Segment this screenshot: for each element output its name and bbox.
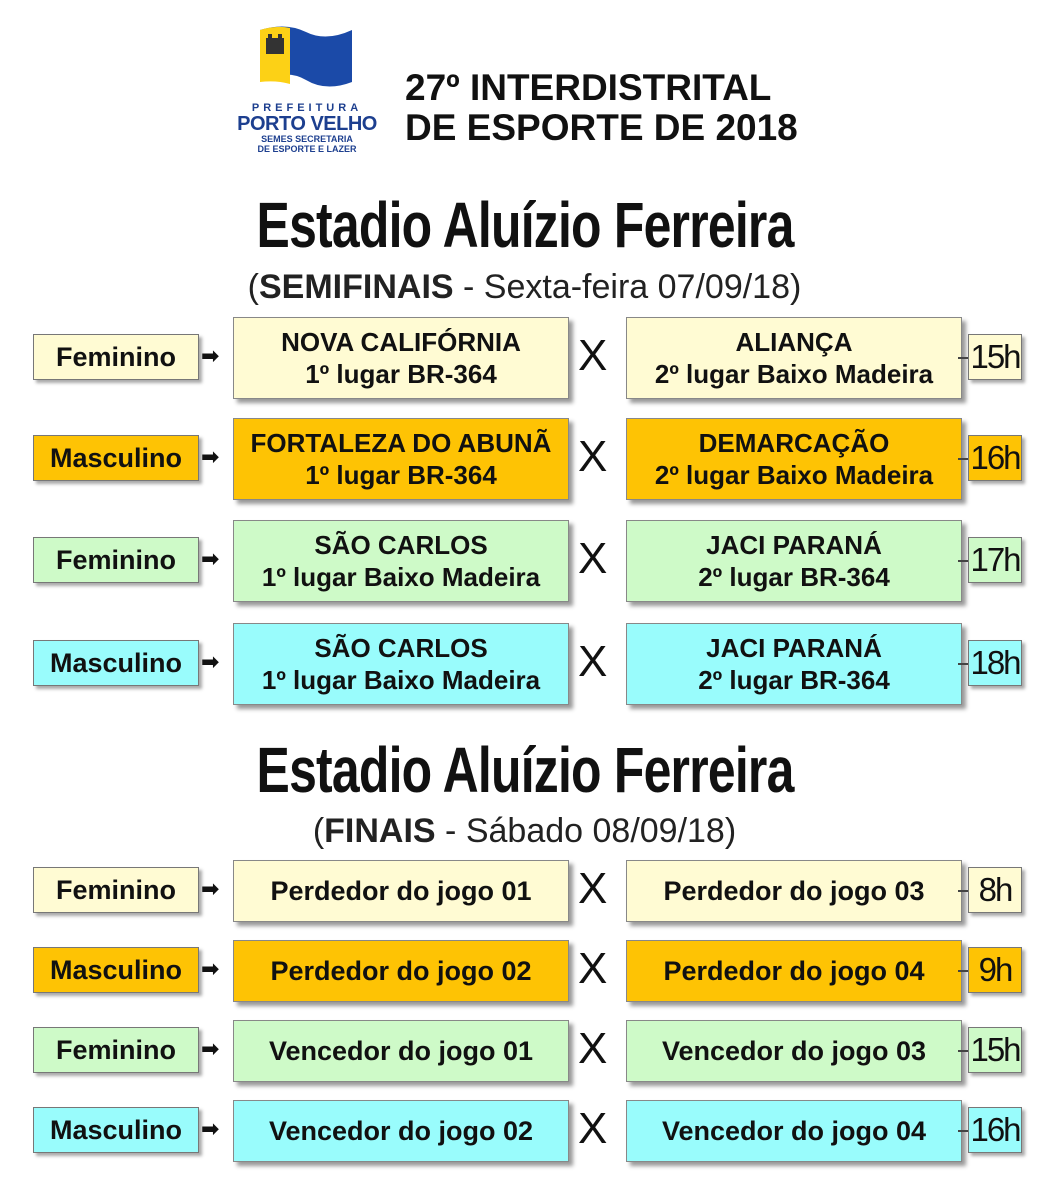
away-team-placement: 2º lugar BR-364 [698,665,890,695]
home-team-placement: 1º lugar Baixo Madeira [261,665,541,695]
versus-mark: X [578,1104,608,1153]
category-badge: Feminino [33,1027,199,1073]
stadium-heading-finals: Estadio Aluízio Ferreira [256,734,794,806]
phase-subheading-semifinals [0,268,1049,307]
logo-line-city: PORTO VELHO [237,113,377,135]
home-team-box [233,623,569,705]
away-team-box [626,623,962,705]
away-team-box [626,860,962,922]
away-team-box [626,317,962,399]
away-team-name: Perdedor do jogo 03 [663,876,925,906]
paren-open: ( [247,268,259,306]
home-team-name: Vencedor do jogo 01 [268,1036,534,1066]
kickoff-time: 9h [968,947,1022,993]
arrow-icon: ➡ [201,1036,220,1061]
away-team-name: Vencedor do jogo 04 [661,1116,927,1146]
home-team-placement: 1º lugar BR-364 [305,460,497,490]
time-connector [958,1050,968,1052]
phase-date: - Sábado 08/09/18) [435,812,737,850]
away-team-name: DEMARCAÇÃO [698,428,890,458]
home-team-box [233,317,569,399]
arrow-icon: ➡ [201,649,220,674]
arrow-icon: ➡ [201,343,220,368]
arrow-icon: ➡ [201,444,220,469]
home-team-name: Perdedor do jogo 01 [270,876,532,906]
home-team-box [233,520,569,602]
phase-label: SEMIFINAIS [259,268,454,306]
paren-open: ( [312,812,325,850]
home-team-name: Vencedor do jogo 02 [268,1116,534,1146]
home-team-placement: 1º lugar BR-364 [305,359,497,389]
away-team-box [626,1020,962,1082]
home-team-box [233,940,569,1002]
versus-mark: X [578,944,608,993]
time-connector [958,357,968,359]
away-team-name: JACI PARANÁ [706,633,882,663]
versus-mark: X [578,432,608,481]
phase-subheading-finals [0,812,1049,851]
kickoff-time: 15h [968,334,1022,380]
time-connector [958,970,968,972]
category-badge: Feminino [33,334,199,380]
away-team-box [626,940,962,1002]
phase-label: FINAIS [324,812,436,850]
stadium-heading-semifinals: Estadio Aluízio Ferreira [256,189,794,261]
versus-mark: X [578,637,608,686]
time-connector [958,1130,968,1132]
category-badge: Feminino [33,867,199,913]
category-badge: Feminino [33,537,199,583]
away-team-name: Vencedor do jogo 03 [661,1036,927,1066]
time-connector [958,890,968,892]
home-team-box [233,1100,569,1162]
away-team-placement: 2º lugar Baixo Madeira [654,460,934,490]
versus-mark: X [578,534,608,583]
arrow-icon: ➡ [201,876,220,901]
away-team-name: JACI PARANÁ [706,530,882,560]
versus-mark: X [578,864,608,913]
home-team-box [233,860,569,922]
home-team-name: SÃO CARLOS [314,633,488,663]
arrow-icon: ➡ [201,546,220,571]
arrow-icon: ➡ [201,1116,220,1141]
home-team-name: FORTALEZA DO ABUNÃ [250,428,552,458]
away-team-placement: 2º lugar Baixo Madeira [654,359,934,389]
home-team-name: SÃO CARLOS [314,530,488,560]
phase-date: - Sexta-feira 07/09/18) [453,268,802,306]
away-team-box [626,1100,962,1162]
away-team-name: ALIANÇA [735,327,853,357]
category-badge: Masculino [33,435,199,481]
kickoff-time: 16h [968,1107,1022,1153]
category-badge: Masculino [33,1107,199,1153]
home-team-name: NOVA CALIFÓRNIA [281,327,521,357]
event-title-line-1: 27º INTERDISTRITAL [405,67,772,108]
logo-line-secretaria [232,134,382,154]
away-team-box [626,418,962,500]
away-team-box [626,520,962,602]
kickoff-time: 8h [968,867,1022,913]
home-team-placement: 1º lugar Baixo Madeira [261,562,541,592]
home-team-box [233,418,569,500]
kickoff-time: 16h [968,435,1022,481]
home-team-box [233,1020,569,1082]
versus-mark: X [578,331,608,380]
away-team-placement: 2º lugar BR-364 [698,562,890,592]
event-title-line-2: DE ESPORTE DE 2018 [405,107,798,148]
logo-line-prefeitura: PREFEITURA [251,102,363,114]
category-badge: Masculino [33,640,199,686]
category-badge: Masculino [33,947,199,993]
time-connector [958,663,968,665]
kickoff-time: 18h [968,640,1022,686]
logo-line-semes: SEMES SECRETARIA [261,134,353,144]
away-team-name: Perdedor do jogo 04 [663,956,925,986]
kickoff-time: 17h [968,537,1022,583]
time-connector [958,458,968,460]
home-team-name: Perdedor do jogo 02 [270,956,532,986]
arrow-icon: ➡ [201,956,220,981]
kickoff-time: 15h [968,1027,1022,1073]
time-connector [958,560,968,562]
logo-line-esporte: DE ESPORTE E LAZER [257,144,357,154]
versus-mark: X [578,1024,608,1073]
